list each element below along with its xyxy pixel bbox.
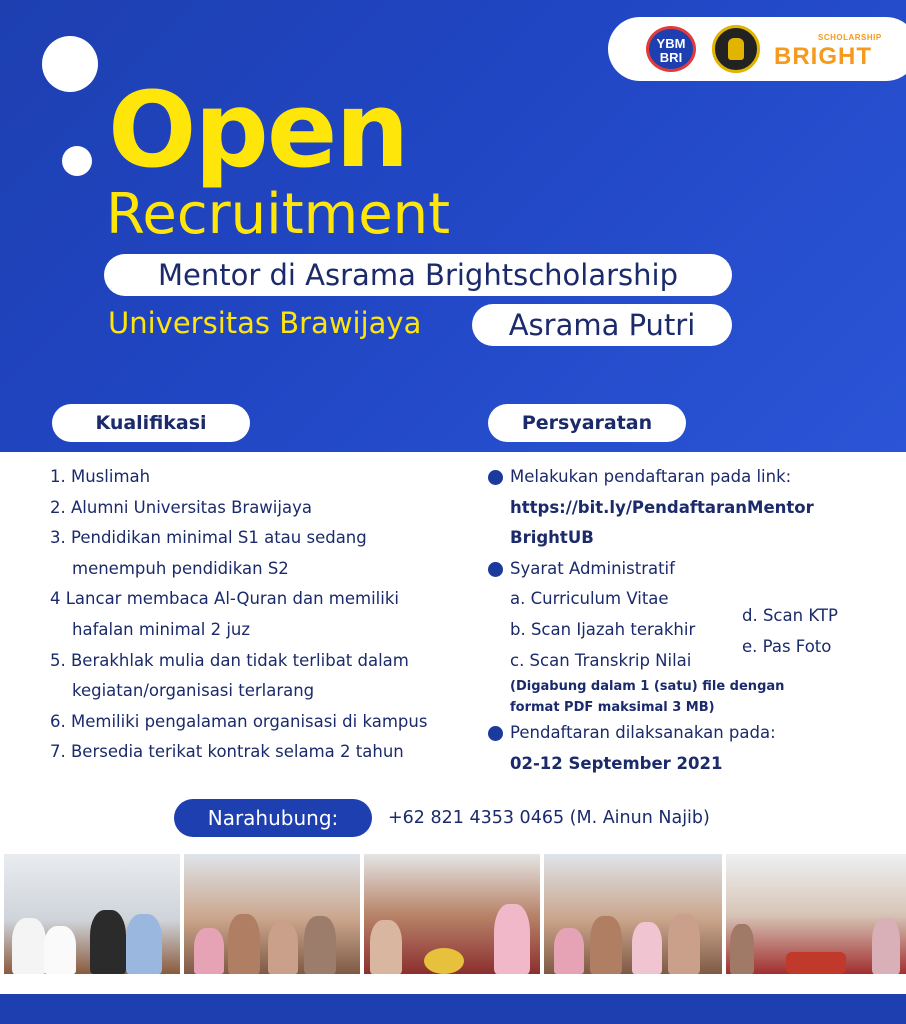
headline-recruitment: Recruitment bbox=[106, 182, 451, 247]
position-pill: Mentor di Asrama Brightscholarship bbox=[104, 254, 732, 296]
ybm-bri-logo bbox=[646, 26, 696, 72]
file-note: format PDF maksimal 3 MB) bbox=[510, 700, 715, 716]
list-item: 7. Bersedia terikat kontrak selama 2 tahun bbox=[50, 742, 404, 762]
contact-phone: +62 821 4353 0465 (M. Ainun Najib) bbox=[388, 808, 710, 828]
decorative-circle bbox=[62, 146, 92, 176]
list-item: 3. Pendidikan minimal S1 atau sedang bbox=[50, 528, 367, 548]
list-item: kegiatan/organisasi terlarang bbox=[72, 681, 315, 701]
contact-label: Narahubung: bbox=[174, 799, 372, 837]
list-item bbox=[486, 554, 896, 585]
kualifikasi-list bbox=[50, 462, 470, 768]
registration-link-intro: Melakukan pendaftaran pada link: bbox=[510, 467, 792, 486]
persyaratan-heading: Persyaratan bbox=[488, 404, 686, 442]
bullet-icon bbox=[488, 562, 503, 577]
file-note: (Digabung dalam 1 (satu) file dengan bbox=[510, 679, 785, 695]
list-item: 2. Alumni Universitas Brawijaya bbox=[50, 497, 312, 517]
list-item bbox=[486, 462, 896, 493]
admin-requirements-label: Syarat Administratif bbox=[510, 558, 675, 578]
registration-link-cont[interactable]: BrightUB bbox=[510, 528, 594, 548]
bright-scholarship-logo bbox=[774, 33, 894, 73]
registration-date-intro: Pendaftaran dilaksanakan pada: bbox=[510, 723, 776, 743]
list-item: 4 Lancar membaca Al-Quran dan memiliki bbox=[50, 589, 399, 609]
activity-photo bbox=[4, 854, 180, 974]
activity-photo bbox=[544, 854, 722, 974]
activity-photo bbox=[184, 854, 360, 974]
list-item: 1. Muslimah bbox=[50, 467, 151, 486]
list-item: 5. Berakhlak mulia dan tidak terlibat dalam bbox=[50, 650, 409, 670]
bright-logo-small-text: SCHOLARSHIP bbox=[818, 33, 882, 42]
bright-logo-text: BRIGHT bbox=[774, 43, 872, 70]
bri-text: BRI bbox=[659, 50, 683, 65]
list-item: menempuh pendidikan S2 bbox=[72, 558, 289, 578]
registration-link[interactable]: https://bit.ly/PendaftaranMentor bbox=[510, 497, 814, 517]
admin-side-items bbox=[742, 600, 838, 662]
list-item: d. Scan KTP bbox=[742, 606, 838, 625]
footer-bar bbox=[0, 994, 906, 1024]
activity-photo bbox=[726, 854, 906, 974]
list-item bbox=[486, 718, 896, 749]
header-banner bbox=[0, 0, 906, 452]
bullet-icon bbox=[488, 470, 503, 485]
list-item: a. Curriculum Vitae bbox=[510, 589, 669, 609]
headline-open: Open bbox=[108, 69, 408, 191]
bullet-icon bbox=[488, 726, 503, 741]
list-item: c. Scan Transkrip Nilai bbox=[510, 650, 692, 670]
dormitory-pill: Asrama Putri bbox=[472, 304, 732, 346]
activity-photo bbox=[364, 854, 540, 974]
list-item: e. Pas Foto bbox=[742, 637, 832, 656]
list-item: hafalan minimal 2 juz bbox=[72, 619, 251, 639]
kualifikasi-heading: Kualifikasi bbox=[52, 404, 250, 442]
brawijaya-logo bbox=[712, 25, 760, 73]
partner-logos bbox=[608, 17, 906, 81]
university-name: Universitas Brawijaya bbox=[108, 306, 422, 340]
decorative-circle bbox=[42, 36, 98, 92]
list-item: b. Scan Ijazah terakhir bbox=[510, 619, 696, 639]
list-item: 6. Memiliki pengalaman organisasi di kampus bbox=[50, 711, 428, 731]
registration-date: 02-12 September 2021 bbox=[510, 753, 723, 773]
ybm-text: YBM bbox=[656, 36, 686, 51]
photo-strip bbox=[0, 854, 906, 974]
